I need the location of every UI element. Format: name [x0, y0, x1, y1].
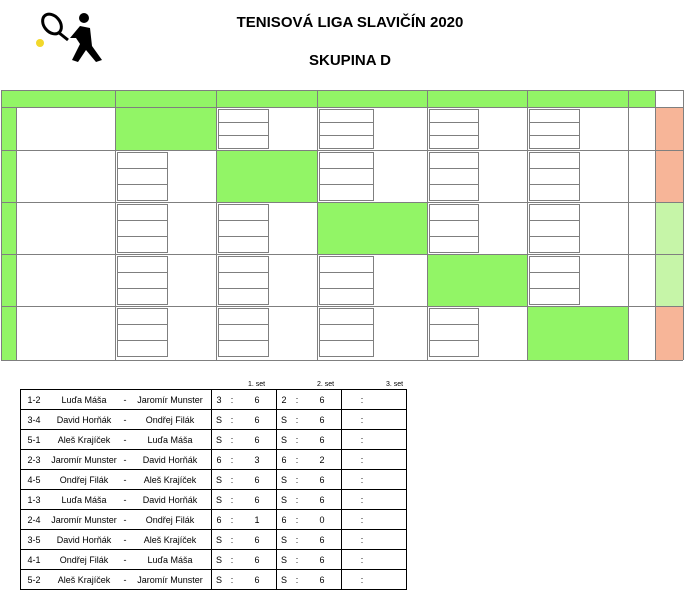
set-box	[529, 204, 580, 221]
dash: -	[121, 550, 129, 570]
set-colon: :	[356, 390, 368, 410]
pair: 4-5	[21, 470, 48, 490]
rank-cell	[656, 108, 683, 150]
grid-hline	[1, 150, 683, 151]
table-row	[21, 530, 407, 550]
grid-hline	[1, 90, 683, 91]
set-games-b: 6	[238, 550, 277, 570]
set-box	[117, 204, 168, 221]
set-games-a	[342, 450, 357, 470]
set-colon: :	[291, 450, 303, 470]
set-colon: :	[356, 450, 368, 470]
set-colon: :	[291, 550, 303, 570]
rank-header	[655, 90, 683, 107]
dash: -	[121, 430, 129, 450]
dash: -	[121, 530, 129, 550]
set-games-a: S	[277, 470, 292, 490]
grid-vline	[317, 90, 318, 360]
dash: -	[121, 570, 129, 590]
set-box	[429, 152, 479, 169]
set-box	[529, 236, 580, 253]
set-colon: :	[356, 410, 368, 430]
set-games-a: S	[277, 490, 292, 510]
col-header-2	[216, 90, 317, 107]
set-header: 1. set	[248, 381, 266, 388]
set-box	[529, 135, 580, 149]
player-1: Ondřej Filák	[47, 470, 121, 490]
grid-vline	[683, 90, 684, 360]
set-colon: :	[291, 390, 303, 410]
grid-hline	[1, 254, 683, 255]
player-2: Aleš Krajíček	[129, 470, 212, 490]
set-colon: :	[356, 470, 368, 490]
dash: -	[121, 510, 129, 530]
set-box	[117, 184, 168, 201]
player-2: Jaromír Munster	[129, 390, 212, 410]
set-games-b: 6	[303, 490, 342, 510]
set-games-a: S	[277, 430, 292, 450]
player-2: David Horňák	[129, 450, 212, 470]
player-2: Luďa Máša	[129, 430, 212, 450]
set-colon: :	[291, 510, 303, 530]
pair: 3-5	[21, 530, 48, 550]
set-colon: :	[356, 430, 368, 450]
set-games-a: 6	[212, 450, 227, 470]
set-games-a: S	[277, 530, 292, 550]
set-box	[117, 272, 168, 289]
set-games-b	[368, 470, 407, 490]
pair: 5-2	[21, 570, 48, 590]
set-box	[319, 256, 374, 273]
self-match-cell	[116, 108, 216, 150]
set-colon: :	[291, 430, 303, 450]
set-box	[218, 109, 269, 123]
grid-vline	[655, 90, 656, 360]
rank-cell	[656, 151, 683, 202]
set-box	[319, 340, 374, 357]
set-games-a: S	[277, 570, 292, 590]
set-colon: :	[356, 490, 368, 510]
set-games-a: S	[212, 470, 227, 490]
grid-vline	[216, 90, 217, 360]
set-games-a: 3	[212, 390, 227, 410]
set-box	[529, 152, 580, 169]
set-box	[319, 324, 374, 341]
table-row	[21, 510, 407, 530]
set-box	[319, 272, 374, 289]
set-box	[429, 340, 479, 357]
set-header: 2. set	[317, 381, 335, 388]
player-1: Ondřej Filák	[47, 550, 121, 570]
set-colon: :	[291, 470, 303, 490]
set-box	[117, 168, 168, 185]
set-box	[218, 272, 269, 289]
table-row	[21, 490, 407, 510]
set-colon: :	[356, 530, 368, 550]
set-box	[319, 152, 374, 169]
player-1: Jaromír Munster	[47, 450, 121, 470]
set-box	[529, 272, 580, 289]
set-box	[529, 122, 580, 136]
set-box	[429, 204, 479, 221]
player-1: David Horňák	[47, 410, 121, 430]
table-row	[21, 390, 407, 410]
set-games-a	[342, 510, 357, 530]
set-games-a: S	[212, 550, 227, 570]
rank-cell	[656, 203, 683, 254]
set-colon: :	[226, 450, 238, 470]
set-box	[319, 288, 374, 305]
set-box	[429, 324, 479, 341]
set-box	[429, 109, 479, 123]
pair: 2-3	[21, 450, 48, 470]
player-1: Jaromír Munster	[47, 510, 121, 530]
set-games-a: S	[277, 410, 292, 430]
set-box	[218, 288, 269, 305]
set-colon: :	[226, 530, 238, 550]
set-box	[319, 308, 374, 325]
rank-cell	[656, 307, 683, 360]
round-label	[1, 90, 115, 107]
player-1: Luďa Máša	[47, 490, 121, 510]
set-games-b	[368, 450, 407, 470]
set-colon: :	[356, 510, 368, 530]
set-games-b	[368, 550, 407, 570]
dash: -	[121, 470, 129, 490]
set-box	[429, 220, 479, 237]
player-1: Aleš Krajíček	[47, 570, 121, 590]
pair: 4-1	[21, 550, 48, 570]
table-row	[21, 450, 407, 470]
set-box	[117, 308, 168, 325]
grid-hline	[1, 360, 683, 361]
self-match-cell	[318, 203, 427, 254]
set-box	[429, 184, 479, 201]
set-box	[319, 168, 374, 185]
set-colon: :	[226, 470, 238, 490]
col-header-5	[527, 90, 628, 107]
set-box	[529, 256, 580, 273]
set-games-a	[342, 530, 357, 550]
set-games-b	[368, 430, 407, 450]
self-match-cell	[528, 307, 628, 360]
dash: -	[121, 410, 129, 430]
set-box	[319, 122, 374, 136]
set-games-b: 6	[303, 550, 342, 570]
set-games-a: S	[212, 490, 227, 510]
set-colon: :	[226, 510, 238, 530]
set-box	[218, 204, 269, 221]
set-games-b: 6	[238, 390, 277, 410]
set-box	[117, 340, 168, 357]
set-games-a: S	[212, 530, 227, 550]
player-1: David Horňák	[47, 530, 121, 550]
set-header: 3. set	[386, 381, 404, 388]
pair: 5-1	[21, 430, 48, 450]
set-colon: :	[291, 490, 303, 510]
set-box	[218, 135, 269, 149]
set-games-a	[342, 550, 357, 570]
set-games-b: 6	[303, 410, 342, 430]
set-games-b	[368, 530, 407, 550]
pair: 1-2	[21, 390, 48, 410]
set-games-b: 2	[303, 450, 342, 470]
player-2: Aleš Krajíček	[129, 530, 212, 550]
set-games-a: 6	[277, 450, 292, 470]
tennis-player-icon	[30, 10, 105, 68]
set-games-a: S	[212, 430, 227, 450]
set-colon: :	[226, 570, 238, 590]
table-row	[21, 570, 407, 590]
set-box	[319, 109, 374, 123]
col-header-3	[317, 90, 427, 107]
set-games-a: 6	[212, 510, 227, 530]
self-match-cell	[217, 151, 317, 202]
set-games-a: S	[212, 570, 227, 590]
set-games-a	[342, 490, 357, 510]
set-box	[429, 308, 479, 325]
set-box	[529, 109, 580, 123]
set-box	[117, 256, 168, 273]
set-games-b	[368, 570, 407, 590]
player-2: Ondřej Filák	[129, 510, 212, 530]
set-games-a	[342, 570, 357, 590]
set-games-b: 1	[238, 510, 277, 530]
set-games-a	[342, 430, 357, 450]
grid-vline	[16, 107, 17, 360]
table-row	[21, 550, 407, 570]
dash: -	[121, 490, 129, 510]
pair: 3-4	[21, 410, 48, 430]
set-colon: :	[291, 530, 303, 550]
self-match-cell	[428, 255, 527, 306]
set-games-b	[368, 510, 407, 530]
set-colon: :	[226, 410, 238, 430]
set-box	[529, 168, 580, 185]
set-colon: :	[226, 550, 238, 570]
set-games-b	[368, 490, 407, 510]
set-games-b: 6	[303, 390, 342, 410]
col-header-4	[427, 90, 527, 107]
set-games-b: 6	[238, 410, 277, 430]
grid-hline	[1, 306, 683, 307]
set-games-b: 6	[303, 470, 342, 490]
grid-vline	[1, 90, 2, 360]
dash: -	[121, 390, 129, 410]
set-box	[117, 324, 168, 341]
set-box	[117, 152, 168, 169]
set-box	[529, 288, 580, 305]
set-games-a	[342, 470, 357, 490]
table-row	[21, 430, 407, 450]
set-games-a: S	[277, 550, 292, 570]
player-2: David Horňák	[129, 490, 212, 510]
set-box	[529, 220, 580, 237]
index-col	[1, 107, 16, 360]
set-box	[218, 122, 269, 136]
match-results-table	[20, 389, 407, 590]
set-games-b: 6	[303, 570, 342, 590]
dash: -	[121, 450, 129, 470]
player-1: Aleš Krajíček	[47, 430, 121, 450]
grid-hline	[1, 107, 683, 108]
set-box	[218, 256, 269, 273]
player-2: Luďa Máša	[129, 550, 212, 570]
set-games-b: 6	[238, 530, 277, 550]
set-box	[319, 135, 374, 149]
set-box	[429, 236, 479, 253]
set-games-b	[368, 390, 407, 410]
set-colon: :	[356, 570, 368, 590]
set-games-a	[342, 410, 357, 430]
table-row	[21, 410, 407, 430]
set-colon: :	[226, 430, 238, 450]
set-colon: :	[226, 390, 238, 410]
grid-vline	[628, 90, 629, 360]
set-games-b: 6	[238, 430, 277, 450]
player-2: Jaromír Munster	[129, 570, 212, 590]
league-title: TENISOVÁ LIGA SLAVIČÍN 2020	[236, 14, 464, 31]
set-games-a: S	[212, 410, 227, 430]
set-box	[218, 236, 269, 253]
set-box	[529, 184, 580, 201]
set-colon: :	[356, 550, 368, 570]
player-2: Ondřej Filák	[129, 410, 212, 430]
set-games-a: 6	[277, 510, 292, 530]
set-games-b: 6	[303, 530, 342, 550]
table-row	[21, 470, 407, 490]
set-games-b	[368, 410, 407, 430]
pair: 2-4	[21, 510, 48, 530]
grid-vline	[427, 90, 428, 360]
pair: 1-3	[21, 490, 48, 510]
set-colon: :	[226, 490, 238, 510]
set-box	[429, 122, 479, 136]
body-header	[628, 90, 655, 107]
set-box	[218, 220, 269, 237]
set-box	[319, 184, 374, 201]
set-box	[117, 288, 168, 305]
group-title: SKUPINA D	[309, 52, 391, 69]
set-box	[117, 236, 168, 253]
set-box	[218, 308, 269, 325]
grid-vline	[115, 90, 116, 360]
grid-vline	[527, 90, 528, 360]
set-games-b: 6	[303, 430, 342, 450]
set-box	[218, 340, 269, 357]
set-box	[429, 168, 479, 185]
player-1: Luďa Máša	[47, 390, 121, 410]
set-colon: :	[291, 410, 303, 430]
set-colon: :	[291, 570, 303, 590]
set-box	[429, 135, 479, 149]
set-box	[117, 220, 168, 237]
set-box	[218, 324, 269, 341]
set-games-b: 6	[238, 570, 277, 590]
set-games-b: 6	[238, 470, 277, 490]
set-games-a: 2	[277, 390, 292, 410]
grid-hline	[1, 202, 683, 203]
col-header-1	[115, 90, 216, 107]
set-games-b: 3	[238, 450, 277, 470]
set-games-a	[342, 390, 357, 410]
set-games-b: 0	[303, 510, 342, 530]
set-games-b: 6	[238, 490, 277, 510]
rank-cell	[656, 255, 683, 306]
